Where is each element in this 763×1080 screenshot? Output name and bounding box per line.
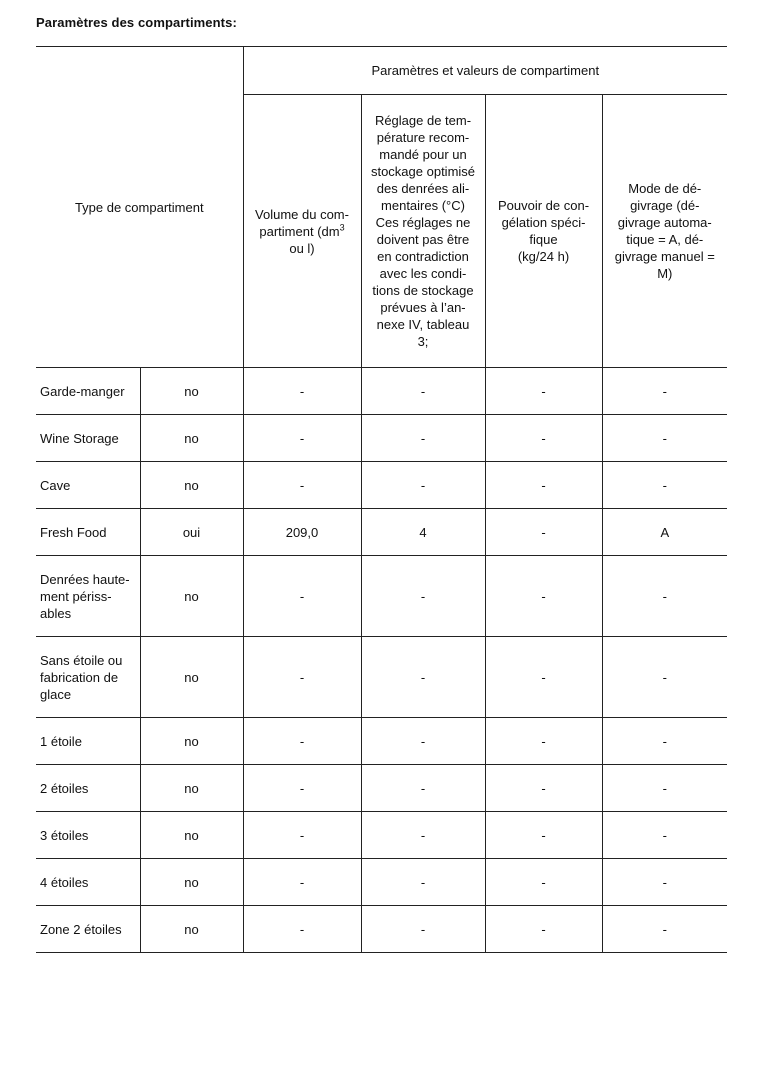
defrost-cell: - (602, 368, 727, 415)
type-header: Type de compartiment (36, 47, 243, 368)
table-row (36, 637, 727, 718)
freezing-cell: - (485, 906, 602, 953)
temperature-cell: - (361, 415, 485, 462)
defrost-cell: - (602, 765, 727, 812)
table-row (36, 718, 727, 765)
volume-header-unit: ou l) (289, 240, 315, 256)
compartment-name: Zone 2 étoiles (36, 906, 140, 953)
table-row (36, 509, 727, 556)
freezing-cell: - (485, 765, 602, 812)
freezing-cell: - (485, 637, 602, 718)
compartment-name: Cave (36, 462, 140, 509)
freezing-capacity-header: Pouvoir de con- gélation spéci- fique (kg/24 h) (485, 95, 602, 368)
compartment-present: no (140, 556, 243, 637)
defrost-cell: - (602, 415, 727, 462)
temperature-cell: - (361, 859, 485, 906)
temperature-cell: - (361, 812, 485, 859)
defrost-cell: - (602, 556, 727, 637)
compartment-present: oui (140, 509, 243, 556)
table-row (36, 462, 727, 509)
compartment-name: Denrées haute- ment périss- ables (36, 556, 140, 637)
temperature-cell: - (361, 718, 485, 765)
temperature-cell: 4 (361, 509, 485, 556)
freezing-cell: - (485, 859, 602, 906)
volume-header-text: Volume du com- partiment (dm (255, 206, 349, 239)
defrost-cell: A (602, 509, 727, 556)
volume-cell: - (243, 415, 361, 462)
compartment-name: Wine Storage (36, 415, 140, 462)
compartment-name: 3 étoiles (36, 812, 140, 859)
volume-cell: - (243, 556, 361, 637)
freezing-cell: - (485, 718, 602, 765)
compartment-name: Garde-manger (36, 368, 140, 415)
volume-cell: 209,0 (243, 509, 361, 556)
table-row (36, 812, 727, 859)
defrost-cell: - (602, 906, 727, 953)
compartment-present: no (140, 718, 243, 765)
temperature-cell: - (361, 906, 485, 953)
defrost-cell: - (602, 462, 727, 509)
freezing-cell: - (485, 812, 602, 859)
defrost-cell: - (602, 812, 727, 859)
freezing-cell: - (485, 556, 602, 637)
table-row (36, 415, 727, 462)
temperature-cell: - (361, 765, 485, 812)
temperature-cell: - (361, 462, 485, 509)
defrost-cell: - (602, 637, 727, 718)
compartment-name: Fresh Food (36, 509, 140, 556)
temperature-header: Réglage de tem- pérature recom- mandé pour un stockage optimisé des denrées ali- mentaires (°C) Ces réglages ne doivent pas être en contradiction avec les condi- tions de stockage prévues à l’an- nexe IV, tableau 3; (361, 95, 485, 368)
volume-cell: - (243, 765, 361, 812)
compartment-name: 4 étoiles (36, 859, 140, 906)
defrost-cell: - (602, 859, 727, 906)
compartment-name: 2 étoiles (36, 765, 140, 812)
defrost-mode-header: Mode de dé- givrage (dé- givrage automa- tique = A, dé- givrage manuel = M) (602, 95, 727, 368)
table-row (36, 556, 727, 637)
compartment-present: no (140, 765, 243, 812)
volume-cell: - (243, 368, 361, 415)
table-row (36, 765, 727, 812)
volume-header-superscript: 3 (339, 222, 345, 233)
compartment-present: no (140, 812, 243, 859)
freezing-cell: - (485, 368, 602, 415)
volume-header (243, 95, 361, 368)
compartment-present: no (140, 859, 243, 906)
volume-cell: - (243, 637, 361, 718)
compartment-present: no (140, 462, 243, 509)
freezing-cell: - (485, 509, 602, 556)
page-heading: Paramètres des compartiments: (36, 15, 237, 30)
compartment-present: no (140, 906, 243, 953)
compartment-name: 1 étoile (36, 718, 140, 765)
volume-cell: - (243, 906, 361, 953)
parameters-super-header: Paramètres et valeurs de compartiment (243, 47, 727, 95)
temperature-cell: - (361, 556, 485, 637)
compartment-present: no (140, 637, 243, 718)
temperature-cell: - (361, 637, 485, 718)
temperature-cell: - (361, 368, 485, 415)
volume-cell: - (243, 812, 361, 859)
defrost-cell: - (602, 718, 727, 765)
freezing-cell: - (485, 462, 602, 509)
compartment-name: Sans étoile ou fabrication de glace (36, 637, 140, 718)
table-row (36, 368, 727, 415)
volume-cell: - (243, 859, 361, 906)
volume-cell: - (243, 718, 361, 765)
compartment-present: no (140, 415, 243, 462)
table-row (36, 859, 727, 906)
table-row (36, 906, 727, 953)
compartment-present: no (140, 368, 243, 415)
compartment-parameters-table (36, 46, 727, 953)
volume-cell: - (243, 462, 361, 509)
freezing-cell: - (485, 415, 602, 462)
